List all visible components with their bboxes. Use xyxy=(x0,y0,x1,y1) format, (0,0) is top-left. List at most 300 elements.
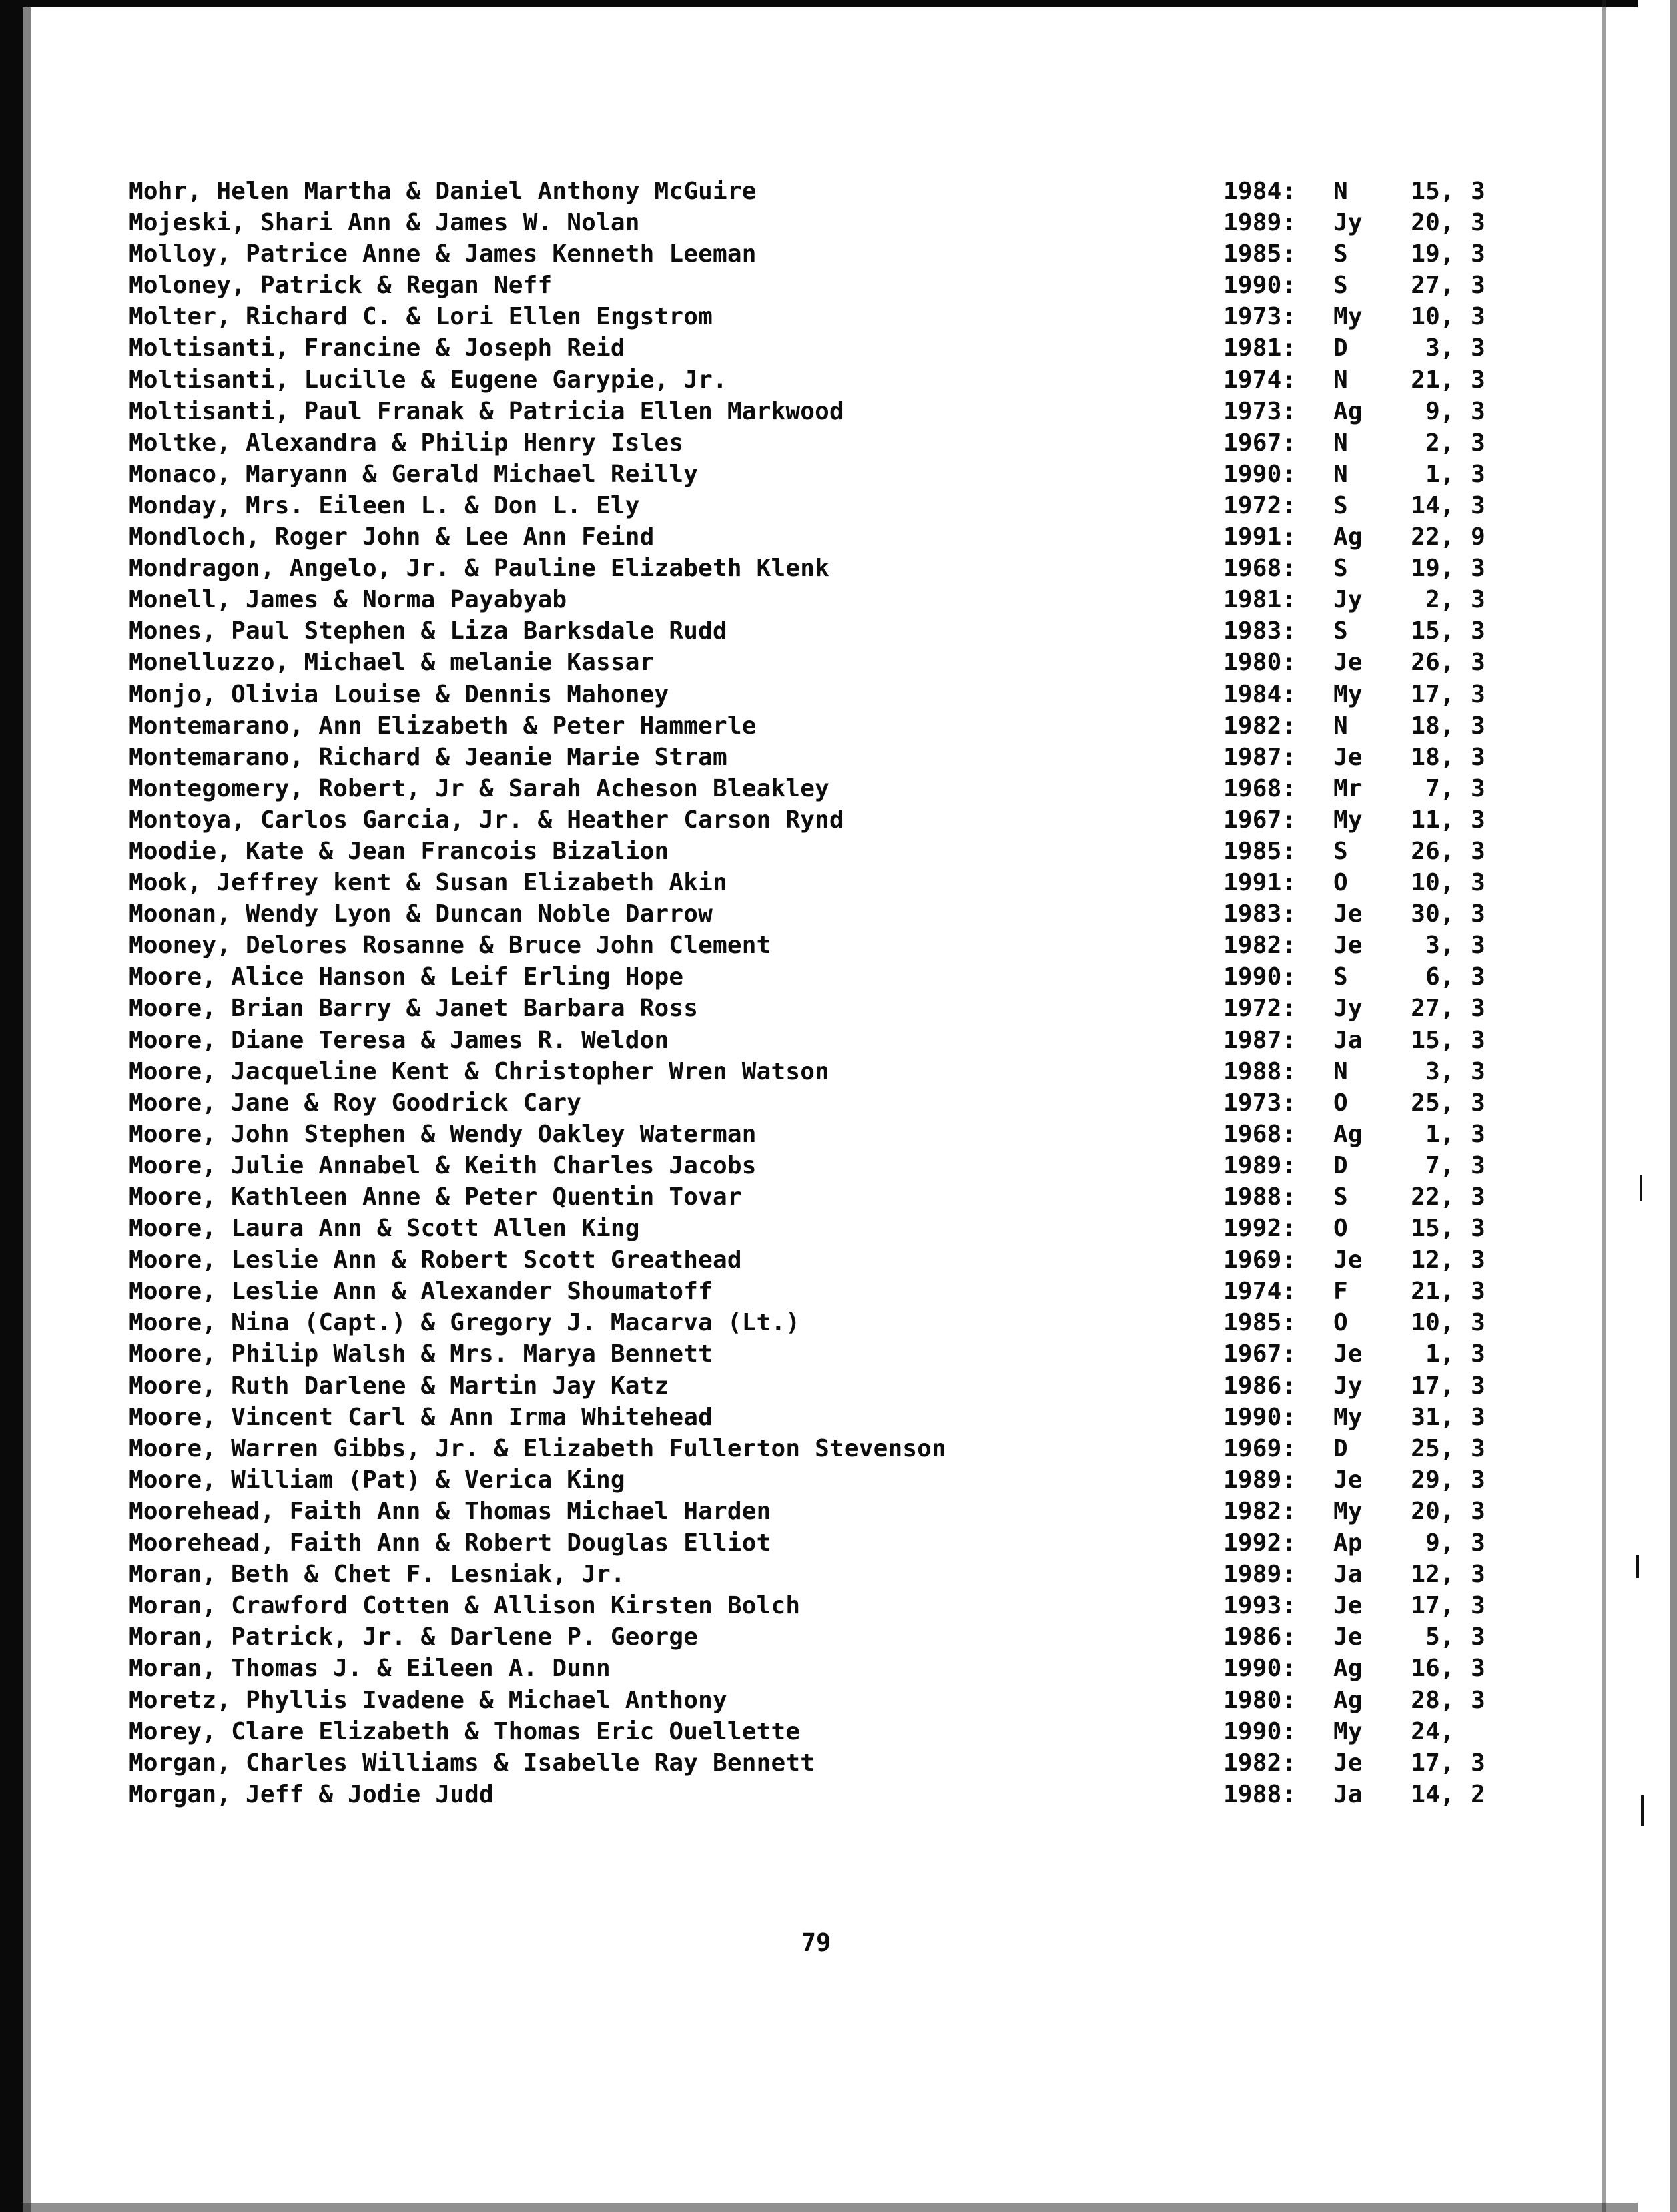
entry-day: 2 xyxy=(1425,586,1440,614)
entry-name: Mook, Jeffrey kent & Susan Elizabeth Akin xyxy=(129,869,727,897)
scan-edge-left-inner xyxy=(23,0,31,2212)
index-entry xyxy=(129,1496,1570,1527)
entry-separator: , xyxy=(1440,1561,1455,1589)
entry-separator: , xyxy=(1440,1780,1455,1808)
entry-separator: , xyxy=(1440,1717,1455,1745)
entry-year: 1968: xyxy=(1223,555,1297,583)
entry-year: 1985: xyxy=(1223,240,1297,268)
entry-page: 3 xyxy=(1471,617,1485,645)
entry-page: 3 xyxy=(1471,272,1485,300)
entry-page: 3 xyxy=(1471,1434,1485,1462)
entry-year: 1993: xyxy=(1223,1592,1297,1620)
entry-year: 1967: xyxy=(1223,1340,1297,1368)
index-entry xyxy=(129,207,1570,238)
entry-year: 1989: xyxy=(1223,1561,1297,1589)
entry-day: 26 xyxy=(1411,649,1440,677)
entry-month: N xyxy=(1333,429,1348,457)
entry-year: 1992: xyxy=(1223,1529,1297,1557)
entry-day: 10 xyxy=(1411,303,1440,331)
index-entry xyxy=(129,1402,1570,1433)
entry-day: 21 xyxy=(1411,1278,1440,1306)
entry-page: 3 xyxy=(1471,460,1485,488)
index-entry xyxy=(129,1213,1570,1244)
entry-page: 3 xyxy=(1471,555,1485,583)
entry-year: 1989: xyxy=(1223,209,1297,237)
entry-page: 3 xyxy=(1471,429,1485,457)
entry-month: S xyxy=(1333,837,1348,865)
entry-name: Monelluzzo, Michael & melanie Kassar xyxy=(129,649,655,677)
entry-page: 3 xyxy=(1471,1466,1485,1494)
index-entry xyxy=(129,1150,1570,1181)
entry-page: 3 xyxy=(1471,774,1485,802)
entry-page: 3 xyxy=(1471,1183,1485,1211)
entry-separator: , xyxy=(1440,1278,1455,1306)
entry-month: D xyxy=(1333,1151,1348,1179)
entry-day: 9 xyxy=(1425,1529,1440,1557)
entry-name: Montoya, Carlos Garcia, Jr. & Heather Carson Rynd xyxy=(129,806,844,834)
entry-separator: , xyxy=(1440,397,1455,425)
entry-day: 24 xyxy=(1411,1717,1440,1745)
entry-name: Moloney, Patrick & Regan Neff xyxy=(129,272,553,300)
entry-name: Moore, Kathleen Anne & Peter Quentin Tovar xyxy=(129,1183,742,1211)
entry-page: 3 xyxy=(1471,1278,1485,1306)
entry-year: 1987: xyxy=(1223,743,1297,771)
entry-name: Mojeski, Shari Ann & James W. Nolan xyxy=(129,209,640,237)
entry-separator: , xyxy=(1440,460,1455,488)
entry-day: 20 xyxy=(1411,1497,1440,1525)
index-entry xyxy=(129,993,1570,1024)
entry-year: 1981: xyxy=(1223,586,1297,614)
entry-separator: , xyxy=(1440,712,1455,740)
entry-year: 1972: xyxy=(1223,491,1297,519)
index-entry xyxy=(129,584,1570,615)
entry-month: Je xyxy=(1333,900,1363,928)
entry-separator: , xyxy=(1440,240,1455,268)
entry-separator: , xyxy=(1440,1151,1455,1179)
index-entry xyxy=(129,521,1570,553)
entry-separator: , xyxy=(1440,806,1455,834)
index-entry xyxy=(129,1747,1570,1779)
entry-day: 31 xyxy=(1411,1403,1440,1431)
entry-name: Moore, Alice Hanson & Leif Erling Hope xyxy=(129,963,684,991)
entry-name: Moore, William (Pat) & Verica King xyxy=(129,1466,625,1494)
entry-month: O xyxy=(1333,1215,1348,1243)
index-entry xyxy=(129,238,1570,270)
entry-day: 19 xyxy=(1411,240,1440,268)
index-entry xyxy=(129,1621,1570,1653)
entry-year: 1991: xyxy=(1223,523,1297,551)
entry-separator: , xyxy=(1440,1655,1455,1683)
entry-month: Je xyxy=(1333,1466,1363,1494)
entry-name: Moore, Jacqueline Kent & Christopher Wren Watson xyxy=(129,1057,829,1085)
entry-year: 1985: xyxy=(1223,837,1297,865)
entry-day: 18 xyxy=(1411,712,1440,740)
entry-separator: , xyxy=(1440,272,1455,300)
index-entry xyxy=(129,301,1570,332)
entry-month: Je xyxy=(1333,649,1363,677)
index-entry xyxy=(129,1025,1570,1056)
entry-name: Moore, Julie Annabel & Keith Charles Jacobs xyxy=(129,1151,757,1179)
entry-month: S xyxy=(1333,617,1348,645)
entry-separator: , xyxy=(1440,774,1455,802)
entry-day: 14 xyxy=(1411,491,1440,519)
entry-year: 1974: xyxy=(1223,1278,1297,1306)
index-entry xyxy=(129,836,1570,867)
entry-separator: , xyxy=(1440,1246,1455,1274)
entry-name: Moran, Thomas J. & Eileen A. Dunn xyxy=(129,1655,611,1683)
entry-name: Mondloch, Roger John & Lee Ann Feind xyxy=(129,523,655,551)
entry-day: 17 xyxy=(1411,1372,1440,1400)
entry-page: 3 xyxy=(1471,586,1485,614)
entry-page: 3 xyxy=(1471,1592,1485,1620)
index-entry xyxy=(129,1087,1570,1119)
entry-page: 3 xyxy=(1471,1623,1485,1651)
entry-month: N xyxy=(1333,178,1348,205)
entry-page: 3 xyxy=(1471,397,1485,425)
entry-separator: , xyxy=(1440,1372,1455,1400)
scan-speck xyxy=(1636,1555,1639,1578)
entry-separator: , xyxy=(1440,649,1455,677)
entry-separator: , xyxy=(1440,334,1455,362)
index-entry xyxy=(129,1056,1570,1087)
entry-page: 3 xyxy=(1471,963,1485,991)
entry-day: 14 xyxy=(1411,1780,1440,1808)
entry-separator: , xyxy=(1440,1089,1455,1117)
scan-speck xyxy=(1641,1795,1644,1826)
entry-year: 1968: xyxy=(1223,1120,1297,1148)
entry-separator: , xyxy=(1440,366,1455,394)
entry-month: Ja xyxy=(1333,1780,1363,1808)
index-entry xyxy=(129,615,1570,647)
entry-separator: , xyxy=(1440,303,1455,331)
index-entry xyxy=(129,1716,1570,1747)
entry-day: 25 xyxy=(1411,1434,1440,1462)
entry-month: Mr xyxy=(1333,774,1363,802)
entry-month: Je xyxy=(1333,1340,1363,1368)
entry-name: Moore, Ruth Darlene & Martin Jay Katz xyxy=(129,1372,669,1400)
entry-page: 3 xyxy=(1471,1561,1485,1589)
entry-separator: , xyxy=(1440,1183,1455,1211)
entry-year: 1980: xyxy=(1223,649,1297,677)
entry-month: Je xyxy=(1333,1246,1363,1274)
entry-month: My xyxy=(1333,680,1363,708)
index-entry xyxy=(129,1338,1570,1370)
index-entry xyxy=(129,459,1570,490)
entry-day: 22 xyxy=(1411,1183,1440,1211)
entry-day: 28 xyxy=(1411,1686,1440,1714)
entry-name: Moore, Philip Walsh & Mrs. Marya Bennett xyxy=(129,1340,713,1368)
entry-name: Moretz, Phyllis Ivadene & Michael Anthony xyxy=(129,1686,727,1714)
entry-day: 7 xyxy=(1425,774,1440,802)
entry-month: S xyxy=(1333,963,1348,991)
entry-day: 3 xyxy=(1425,932,1440,960)
entry-year: 1992: xyxy=(1223,1215,1297,1243)
entry-page: 3 xyxy=(1471,1026,1485,1054)
index-entry xyxy=(129,961,1570,993)
entry-page: 3 xyxy=(1471,680,1485,708)
entry-page: 3 xyxy=(1471,1215,1485,1243)
entry-year: 1973: xyxy=(1223,397,1297,425)
entry-month: S xyxy=(1333,272,1348,300)
entry-month: S xyxy=(1333,491,1348,519)
entry-day: 15 xyxy=(1411,178,1440,205)
entry-day: 27 xyxy=(1411,995,1440,1023)
entry-month: My xyxy=(1333,303,1363,331)
entry-month: N xyxy=(1333,366,1348,394)
entry-year: 1984: xyxy=(1223,178,1297,205)
entry-separator: , xyxy=(1440,900,1455,928)
entry-month: Ag xyxy=(1333,1655,1363,1683)
entry-separator: , xyxy=(1440,1340,1455,1368)
entry-name: Moore, Brian Barry & Janet Barbara Ross xyxy=(129,995,699,1023)
index-entry xyxy=(129,773,1570,804)
entry-month: Ja xyxy=(1333,1561,1363,1589)
entry-year: 1990: xyxy=(1223,272,1297,300)
entry-day: 3 xyxy=(1425,334,1440,362)
scan-edge-left xyxy=(0,0,23,2212)
entry-separator: , xyxy=(1440,680,1455,708)
entry-page: 9 xyxy=(1471,523,1485,551)
entry-day: 1 xyxy=(1425,1120,1440,1148)
entry-name: Moore, Leslie Ann & Robert Scott Greathead xyxy=(129,1246,742,1274)
entry-year: 1974: xyxy=(1223,366,1297,394)
entry-separator: , xyxy=(1440,932,1455,960)
scan-edge-top xyxy=(23,0,1638,7)
entry-year: 1988: xyxy=(1223,1780,1297,1808)
entry-month: My xyxy=(1333,806,1363,834)
entry-year: 1983: xyxy=(1223,617,1297,645)
entry-month: O xyxy=(1333,1309,1348,1337)
index-entry xyxy=(129,332,1570,364)
index-entry-list xyxy=(129,176,1570,1810)
entry-page: 3 xyxy=(1471,1309,1485,1337)
entry-separator: , xyxy=(1440,209,1455,237)
entry-name: Moore, Diane Teresa & James R. Weldon xyxy=(129,1026,669,1054)
index-entry xyxy=(129,427,1570,459)
entry-page: 3 xyxy=(1471,837,1485,865)
entry-page: 3 xyxy=(1471,806,1485,834)
entry-month: Jy xyxy=(1333,1372,1363,1400)
entry-year: 1982: xyxy=(1223,1749,1297,1777)
index-entry xyxy=(129,742,1570,773)
entry-month: S xyxy=(1333,240,1348,268)
entry-separator: , xyxy=(1440,1403,1455,1431)
entry-page: 3 xyxy=(1471,869,1485,897)
entry-month: O xyxy=(1333,1089,1348,1117)
scan-speck xyxy=(1640,1175,1642,1201)
entry-day: 19 xyxy=(1411,555,1440,583)
entry-separator: , xyxy=(1440,1497,1455,1525)
entry-day: 22 xyxy=(1411,523,1440,551)
entry-separator: , xyxy=(1440,963,1455,991)
index-entry xyxy=(129,1276,1570,1307)
entry-day: 26 xyxy=(1411,837,1440,865)
entry-separator: , xyxy=(1440,1026,1455,1054)
entry-page: 3 xyxy=(1471,1372,1485,1400)
entry-day: 12 xyxy=(1411,1561,1440,1589)
entry-day: 17 xyxy=(1411,1749,1440,1777)
entry-page: 3 xyxy=(1471,649,1485,677)
entry-separator: , xyxy=(1440,1057,1455,1085)
index-entry xyxy=(129,1590,1570,1621)
entry-page: 3 xyxy=(1471,1749,1485,1777)
entry-day: 11 xyxy=(1411,806,1440,834)
page-number: 79 xyxy=(801,1928,831,1957)
entry-day: 30 xyxy=(1411,900,1440,928)
entry-day: 25 xyxy=(1411,1089,1440,1117)
entry-month: Je xyxy=(1333,932,1363,960)
entry-page: 3 xyxy=(1471,303,1485,331)
entry-month: Ag xyxy=(1333,1120,1363,1148)
entry-name: Moonan, Wendy Lyon & Duncan Noble Darrow xyxy=(129,900,713,928)
entry-separator: , xyxy=(1440,178,1455,205)
entry-month: N xyxy=(1333,460,1348,488)
index-entry xyxy=(129,1559,1570,1590)
entry-name: Mondragon, Angelo, Jr. & Pauline Elizabeth Klenk xyxy=(129,555,829,583)
index-entry xyxy=(129,270,1570,301)
entry-day: 1 xyxy=(1425,460,1440,488)
entry-year: 1983: xyxy=(1223,900,1297,928)
entry-separator: , xyxy=(1440,523,1455,551)
entry-month: Je xyxy=(1333,743,1363,771)
index-entry xyxy=(129,1779,1570,1810)
entry-name: Moltisanti, Francine & Joseph Reid xyxy=(129,334,625,362)
entry-name: Moore, Vincent Carl & Ann Irma Whitehead xyxy=(129,1403,713,1431)
entry-day: 15 xyxy=(1411,1215,1440,1243)
entry-page: 3 xyxy=(1471,1120,1485,1148)
entry-name: Montemarano, Ann Elizabeth & Peter Hammerle xyxy=(129,712,757,740)
entry-year: 1968: xyxy=(1223,774,1297,802)
entry-day: 2 xyxy=(1425,429,1440,457)
entry-year: 1989: xyxy=(1223,1151,1297,1179)
entry-name: Mooney, Delores Rosanne & Bruce John Clement xyxy=(129,932,771,960)
entry-year: 1973: xyxy=(1223,1089,1297,1117)
entry-name: Monday, Mrs. Eileen L. & Don L. Ely xyxy=(129,491,640,519)
entry-day: 29 xyxy=(1411,1466,1440,1494)
entry-name: Montegomery, Robert, Jr & Sarah Acheson Bleakley xyxy=(129,774,829,802)
entry-name: Moore, John Stephen & Wendy Oakley Waterman xyxy=(129,1120,757,1148)
entry-month: N xyxy=(1333,712,1348,740)
entry-month: Ag xyxy=(1333,1686,1363,1714)
entry-name: Moran, Beth & Chet F. Lesniak, Jr. xyxy=(129,1561,625,1589)
entry-page: 3 xyxy=(1471,1529,1485,1557)
entry-page: 3 xyxy=(1471,1151,1485,1179)
scan-edge-right-inner xyxy=(1602,0,1606,2212)
index-entry xyxy=(129,804,1570,836)
entry-year: 1990: xyxy=(1223,963,1297,991)
entry-name: Moran, Crawford Cotten & Allison Kirsten Bolch xyxy=(129,1592,801,1620)
entry-month: My xyxy=(1333,1717,1363,1745)
entry-month: Jy xyxy=(1333,995,1363,1023)
entry-page: 3 xyxy=(1471,209,1485,237)
scan-edge-right xyxy=(1670,0,1677,2212)
entry-separator: , xyxy=(1440,1434,1455,1462)
entry-month: F xyxy=(1333,1278,1348,1306)
entry-year: 1967: xyxy=(1223,429,1297,457)
entry-separator: , xyxy=(1440,555,1455,583)
entry-year: 1981: xyxy=(1223,334,1297,362)
entry-name: Morey, Clare Elizabeth & Thomas Eric Ouellette xyxy=(129,1717,801,1745)
entry-day: 20 xyxy=(1411,209,1440,237)
entry-year: 1988: xyxy=(1223,1183,1297,1211)
entry-year: 1982: xyxy=(1223,932,1297,960)
index-entry xyxy=(129,867,1570,898)
entry-separator: , xyxy=(1440,995,1455,1023)
entry-year: 1969: xyxy=(1223,1434,1297,1462)
entry-year: 1991: xyxy=(1223,869,1297,897)
entry-year: 1973: xyxy=(1223,303,1297,331)
entry-day: 6 xyxy=(1425,963,1440,991)
entry-day: 15 xyxy=(1411,617,1440,645)
entry-separator: , xyxy=(1440,617,1455,645)
index-entry xyxy=(129,1433,1570,1464)
entry-page: 3 xyxy=(1471,366,1485,394)
entry-page: 3 xyxy=(1471,712,1485,740)
entry-name: Moore, Leslie Ann & Alexander Shoumatoff xyxy=(129,1278,713,1306)
entry-name: Mohr, Helen Martha & Daniel Anthony McGuire xyxy=(129,178,757,205)
entry-name: Montemarano, Richard & Jeanie Marie Stram xyxy=(129,743,727,771)
entry-page: 2 xyxy=(1471,1780,1485,1808)
entry-name: Molloy, Patrice Anne & James Kenneth Leeman xyxy=(129,240,757,268)
entry-separator: , xyxy=(1440,586,1455,614)
index-entry xyxy=(129,1244,1570,1276)
entry-month: My xyxy=(1333,1497,1363,1525)
entry-separator: , xyxy=(1440,869,1455,897)
entry-year: 1982: xyxy=(1223,1497,1297,1525)
entry-day: 7 xyxy=(1425,1151,1440,1179)
entry-year: 1985: xyxy=(1223,1309,1297,1337)
entry-separator: , xyxy=(1440,1749,1455,1777)
entry-page: 3 xyxy=(1471,240,1485,268)
entry-separator: , xyxy=(1440,1309,1455,1337)
entry-month: D xyxy=(1333,1434,1348,1462)
entry-day: 15 xyxy=(1411,1026,1440,1054)
entry-day: 5 xyxy=(1425,1623,1440,1651)
entry-separator: , xyxy=(1440,743,1455,771)
entry-separator: , xyxy=(1440,1592,1455,1620)
entry-page: 3 xyxy=(1471,178,1485,205)
index-entry xyxy=(129,490,1570,521)
entry-day: 3 xyxy=(1425,1057,1440,1085)
index-entry xyxy=(129,396,1570,427)
entry-month: S xyxy=(1333,555,1348,583)
entry-year: 1990: xyxy=(1223,1655,1297,1683)
entry-name: Moore, Nina (Capt.) & Gregory J. Macarva (Lt.) xyxy=(129,1309,801,1337)
entry-separator: , xyxy=(1440,491,1455,519)
entry-separator: , xyxy=(1440,1215,1455,1243)
entry-name: Moran, Patrick, Jr. & Darlene P. George xyxy=(129,1623,699,1651)
entry-month: O xyxy=(1333,869,1348,897)
entry-page: 3 xyxy=(1471,1057,1485,1085)
entry-month: Ag xyxy=(1333,523,1363,551)
entry-year: 1969: xyxy=(1223,1246,1297,1274)
entry-separator: , xyxy=(1440,1686,1455,1714)
index-entry xyxy=(129,1370,1570,1402)
entry-year: 1986: xyxy=(1223,1372,1297,1400)
index-entry xyxy=(129,898,1570,930)
entry-day: 27 xyxy=(1411,272,1440,300)
entry-year: 1988: xyxy=(1223,1057,1297,1085)
entry-day: 10 xyxy=(1411,1309,1440,1337)
index-entry xyxy=(129,1464,1570,1496)
entry-name: Moltisanti, Paul Franak & Patricia Ellen Markwood xyxy=(129,397,844,425)
entry-month: Ag xyxy=(1333,397,1363,425)
entry-year: 1986: xyxy=(1223,1623,1297,1651)
entry-month: S xyxy=(1333,1183,1348,1211)
entry-page: 3 xyxy=(1471,995,1485,1023)
index-entry xyxy=(129,1653,1570,1684)
page-sheet xyxy=(31,7,1602,2203)
